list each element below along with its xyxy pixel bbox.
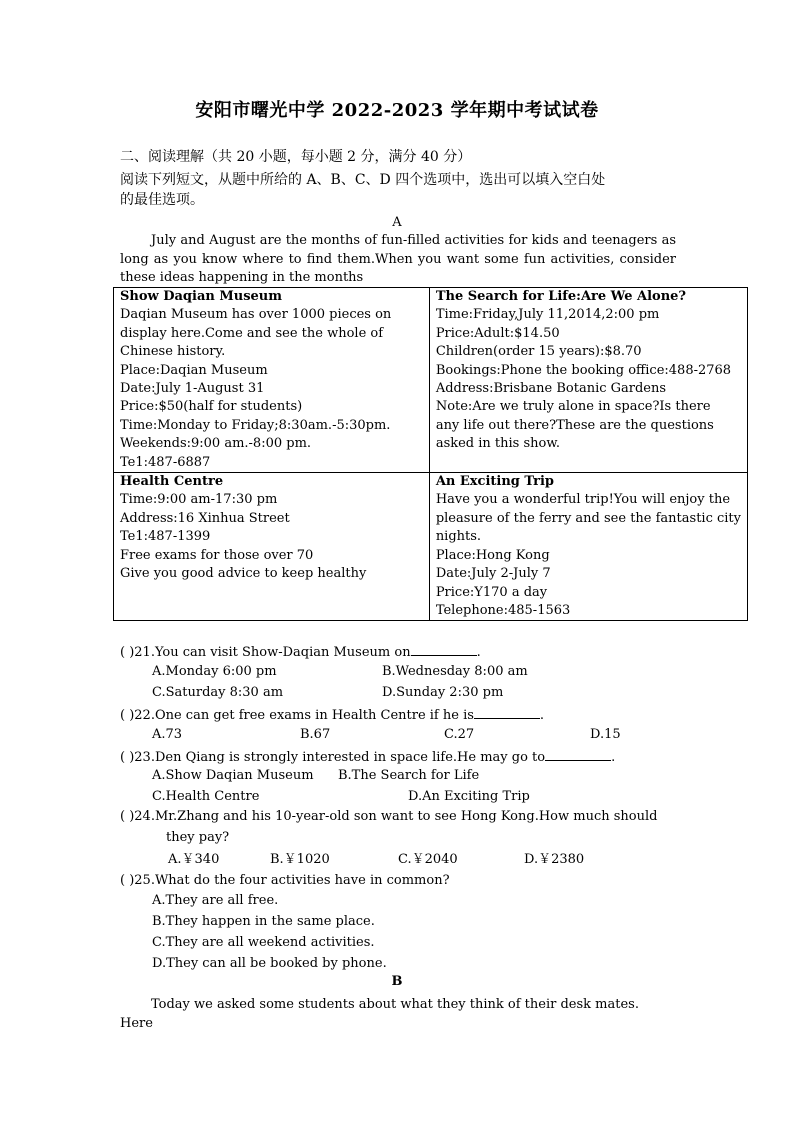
ad-line: Price:$50(half for students) (120, 399, 303, 415)
question-23-stem: ( )23.Den Qiang is strongly interested in space life.He may go to . (120, 747, 615, 767)
option-23-c: C.Health Centre (152, 789, 260, 804)
question-21-stem: ( )21.You can visit Show-Daqian Museum on . (120, 642, 481, 662)
option-24-a: A.￥340 (168, 852, 220, 867)
activities-table (113, 287, 748, 621)
ad-line: asked in this show. (435, 436, 561, 452)
ad-line: pleasure of the ferry and see the fantastic city (435, 510, 741, 526)
answer-blank[interactable] (474, 705, 540, 719)
ad-line: Price:Adult:$14.50 (435, 325, 560, 341)
option-22-a: A.73 (152, 727, 183, 742)
ad-line: Free exams for those over 70 (120, 547, 314, 563)
option-24-c: C.￥2040 (398, 852, 458, 867)
ad-line: Daqian Museum has over 1000 pieces on (120, 307, 392, 323)
ad-line: Date:July 2-July 7 (435, 566, 551, 582)
ad-line: Place:Hong Kong (435, 547, 550, 563)
option-25-a: A.They are all free. (152, 893, 279, 908)
ad-line: display here.Come and see the whole of (120, 325, 384, 341)
question-25-stem: ( )25.What do the four activities have in common? (120, 873, 450, 888)
ad-line: Time:Friday,July 11,2014,2:00 pm (435, 307, 660, 323)
ad-line: Te1:487-1399 (120, 529, 211, 545)
ad-search-for-life (429, 288, 747, 473)
ad-line: Give you good advice to keep healthy (120, 566, 367, 582)
option-21-b: B.Wednesday 8:00 am (382, 664, 528, 679)
ad-line: Note:Are we truly alone in space?Is there (435, 399, 711, 415)
option-21-a: A.Monday 6:00 pm (152, 664, 277, 679)
passage-b-intro: Today we asked some students about what they think of their desk mates. Here (120, 997, 639, 1031)
ad-line: Bookings:Phone the booking office:488-2768 (435, 362, 732, 378)
option-21-c: C.Saturday 8:30 am (152, 685, 284, 700)
passage-a-label: A (392, 215, 402, 230)
ad-line: Time:9:00 am-17:30 pm (120, 492, 278, 508)
option-24-b: B.￥1020 (270, 852, 330, 867)
option-24-d: D.￥2380 (524, 852, 585, 867)
ad-line: Address:16 Xinhua Street (120, 510, 290, 526)
option-23-d: D.An Exciting Trip (408, 789, 530, 804)
ad-title: The Search for Life:Are We Alone? (435, 289, 687, 304)
question-24-stem: ( )24.Mr.Zhang and his 10-year-old son want to see Hong Kong.How much should (120, 809, 658, 824)
option-25-c: C.They are all weekend activities. (152, 935, 375, 950)
ad-exciting-trip (429, 473, 747, 621)
ad-line: Telephone:485-1563 (435, 602, 571, 618)
answer-blank[interactable] (545, 747, 611, 761)
question-24-stem-cont: they pay? (166, 830, 230, 845)
ad-title: An Exciting Trip (435, 474, 555, 490)
option-21-d: D.Sunday 2:30 pm (382, 685, 504, 700)
ad-line: Children(order 15 years):$8.70 (435, 344, 642, 360)
ad-health-centre (114, 473, 430, 621)
option-25-d: D.They can all be booked by phone. (152, 956, 387, 971)
ad-line: Place:Daqian Museum (120, 362, 268, 378)
ad-line: Chinese history. (120, 344, 226, 360)
instruction-line-1: 阅读下列短文，从题中所给的 A、B、C、D 四个选项中，选出可以填入空白处 (120, 172, 606, 188)
passage-a-intro: July and August are the months of fun-filled activities for kids and teenagers as long as you know where to find them.When you want some fun activities, consider these ideas happening in the months (120, 233, 676, 285)
ad-line: nights. (435, 529, 482, 545)
answer-blank[interactable] (411, 642, 477, 656)
option-22-d: D.15 (590, 727, 621, 742)
ad-line: Have you a wonderful trip!You will enjoy the (435, 492, 731, 508)
ad-line: Address:Brisbane Botanic Gardens (435, 381, 667, 397)
section-heading: 二、阅读理解（共 20 小题，每小题 2 分，满分 40 分） (120, 149, 472, 165)
instruction-line-2: 的最佳选项。 (120, 192, 204, 208)
ad-line: any life out there?These are the questions (435, 417, 714, 433)
option-22-c: C.27 (444, 727, 475, 742)
ad-title: Health Centre (120, 474, 224, 490)
ad-line: Te1:487-6887 (120, 454, 211, 470)
option-23-b: B.The Search for Life (338, 768, 480, 783)
option-23-a: A.Show Daqian Museum (152, 768, 314, 783)
ad-line: Weekends:9:00 am.-8:00 pm. (120, 436, 312, 452)
ad-line: Time:Monday to Friday;8:30am.-5:30pm. (120, 417, 391, 433)
ad-show-daqian (114, 288, 430, 473)
ad-line: Date:July 1-August 31 (120, 381, 265, 397)
question-22-stem: ( )22.One can get free exams in Health Centre if he is . (120, 705, 544, 725)
option-22-b: B.67 (300, 727, 331, 742)
ad-title: Show Daqian Museum (120, 289, 282, 304)
option-25-b: B.They happen in the same place. (152, 914, 375, 929)
ad-line: Price:Y170 a day (435, 584, 548, 600)
exam-title: 安阳市曙光中学 2022-2023 学年期中考试试卷 (195, 100, 599, 121)
passage-b-label: B (391, 974, 403, 989)
